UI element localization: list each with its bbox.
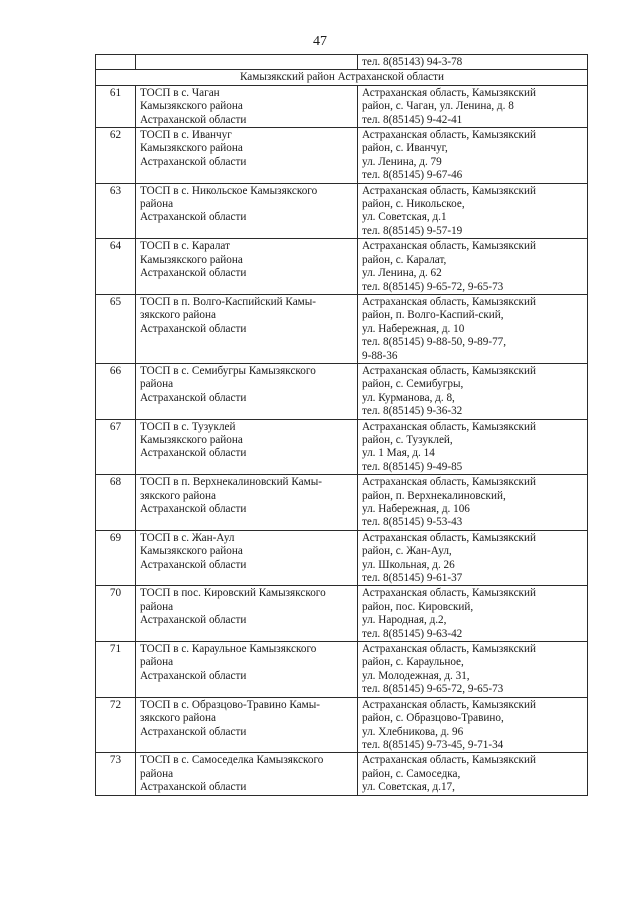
address-line: район, с. Караульное, [362, 656, 464, 669]
address-line: Астраханская область, Камызякский [362, 587, 536, 600]
office-name-line: Астраханской области [140, 669, 247, 682]
office-name-line: ТОСП в с. Жан-Аул [140, 531, 235, 544]
address-line: Астраханская область, Камызякский [362, 184, 536, 197]
office-name-line: Астраханской области [140, 614, 247, 627]
table-row [96, 85, 588, 127]
row-number: 71 [96, 642, 136, 698]
address-line: ул. Набережная, д. 106 [362, 503, 470, 515]
offices-table-body [96, 55, 588, 796]
office-name-cell [136, 697, 358, 753]
office-name-line: Камызякского района [140, 433, 243, 446]
office-name-line: района [140, 600, 174, 613]
address-line: район, с. Иванчуг, [362, 142, 448, 155]
office-name-line: зякского района [140, 309, 216, 322]
row-number: 72 [96, 697, 136, 753]
office-name-cell [136, 183, 358, 239]
address-line: тел. 8(85145) 9-63-42 [362, 627, 463, 640]
row-number: 64 [96, 239, 136, 295]
address-cell [358, 55, 588, 70]
table-row [96, 697, 588, 753]
address-line: тел. 8(85145) 9-73-45, 9-71-34 [362, 738, 504, 751]
office-name-line: Астраханской области [140, 267, 247, 280]
row-number: 63 [96, 183, 136, 239]
office-name-line: ТОСП в п. Верхнекалиновский Камы- [140, 476, 322, 489]
office-name-line: района [140, 767, 174, 780]
office-name-cell [136, 419, 358, 475]
office-name-line: зякского района [140, 489, 216, 502]
address-line: ул. Школьная, д. 26 [362, 558, 455, 571]
address-cell [358, 753, 588, 795]
table-row [96, 294, 588, 363]
office-name-line: Камызякского района [140, 142, 243, 155]
office-name-cell [136, 55, 358, 70]
address-cell [358, 697, 588, 753]
address-line: тел. 8(85145) 9-42-41 [362, 113, 463, 126]
office-name-line: ТОСП в с. Семибугры Камызякского [140, 364, 316, 377]
address-line: тел. 8(85145) 9-67-46 [362, 169, 463, 182]
office-name-line: ТОСП в с. Никольское Камызякского [140, 184, 318, 197]
continuation-row [96, 55, 588, 70]
address-line: тел. 8(85145) 9-57-19 [362, 224, 463, 237]
table-row [96, 419, 588, 475]
address-line: тел. 8(85145) 9-36-32 [362, 405, 463, 418]
office-name-line: Камызякского района [140, 545, 243, 558]
office-name-line: ТОСП в с. Тузуклей [140, 420, 236, 433]
offices-table [95, 54, 588, 796]
address-line: район, п. Верхнекалиновский, [362, 489, 506, 502]
address-line: район, п. Волго-Каспий-ский, [362, 309, 504, 322]
address-line: район, с. Никольское, [362, 198, 465, 211]
office-name-cell [136, 294, 358, 363]
office-name-line: ТОСП в с. Чаган [140, 86, 220, 99]
office-name-cell [136, 363, 358, 419]
row-number: 65 [96, 294, 136, 363]
address-line: район, с. Чаган, ул. Ленина, д. 8 [362, 100, 514, 113]
address-line: ул. Ленина, д. 62 [362, 267, 442, 280]
address-line: Астраханская область, Камызякский [362, 698, 536, 711]
office-name-line: Астраханской области [140, 447, 247, 460]
office-name-cell [136, 586, 358, 642]
address-cell [358, 183, 588, 239]
address-line: Астраханская область, Камызякский [362, 364, 536, 377]
address-line: ул. Молодежная, д. 31, [362, 669, 470, 682]
row-number: 67 [96, 419, 136, 475]
address-line: ул. Народная, д.2, [362, 614, 447, 627]
address-line: район, с. Самоседка, [362, 767, 461, 780]
office-name-line: Камызякского района [140, 100, 243, 113]
address-cell [358, 586, 588, 642]
address-line: 9-88-36 [362, 349, 398, 362]
office-name-cell [136, 85, 358, 127]
address-line: тел. 8(85145) 9-88-50, 9-89-77, [362, 336, 507, 349]
address-cell [358, 642, 588, 698]
table-row [96, 642, 588, 698]
office-name-line: Астраханской области [140, 391, 247, 404]
address-line: Астраханская область, Камызякский [362, 129, 536, 142]
office-name-line: района [140, 198, 174, 211]
address-line: Астраханская область, Камызякский [362, 531, 536, 544]
office-name-line: Астраханской области [140, 781, 247, 794]
table-row [96, 753, 588, 795]
address-line: Астраханская область, Камызякский [362, 754, 536, 767]
row-number: 69 [96, 530, 136, 586]
address-line: ул. Советская, д.17, [362, 781, 455, 794]
row-number: 66 [96, 363, 136, 419]
office-name-line: ТОСП в с. Иванчуг [140, 129, 232, 142]
address-cell [358, 239, 588, 295]
office-name-line: ТОСП в с. Образцово-Травино Камы- [140, 698, 320, 711]
office-name-line: ТОСП в с. Самоседелка Камызякского [140, 754, 324, 767]
office-name-line: Астраханской области [140, 558, 247, 571]
address-line: район, с. Образцово-Травино, [362, 712, 504, 725]
office-name-cell [136, 530, 358, 586]
address-cell [358, 530, 588, 586]
row-number-cell [96, 55, 136, 70]
address-line: район, пос. Кировский, [362, 600, 474, 613]
office-name-cell [136, 128, 358, 184]
office-name-line: района [140, 378, 174, 391]
address-line: тел. 8(85145) 9-61-37 [362, 572, 463, 585]
office-name-line: ТОСП в с. Каралат [140, 240, 230, 253]
address-cell [358, 475, 588, 531]
office-name-cell [136, 475, 358, 531]
address-line: район, с. Каралат, [362, 253, 447, 266]
address-cell [358, 294, 588, 363]
address-line: Астраханская область, Камызякский [362, 643, 536, 656]
address-cell [358, 363, 588, 419]
table-row [96, 530, 588, 586]
section-title: Камызякский район Астраханской области [96, 70, 588, 85]
row-number: 73 [96, 753, 136, 795]
table-row [96, 475, 588, 531]
office-name-line: ТОСП в п. Волго-Каспийский Камы- [140, 295, 317, 308]
address-line: тел. 8(85145) 9-53-43 [362, 516, 463, 529]
address-line: ул. 1 Мая, д. 14 [362, 447, 435, 460]
address-line: район, с. Семибугры, [362, 378, 464, 391]
address-line: ул. Советская, д.1 [362, 211, 447, 224]
row-number: 61 [96, 85, 136, 127]
address-line: район, с. Жан-Аул, [362, 545, 452, 558]
address-line: тел. 8(85145) 9-65-72, 9-65-73 [362, 280, 504, 293]
address-line: ул. Ленина, д. 79 [362, 155, 442, 168]
table-row [96, 586, 588, 642]
office-name-cell [136, 753, 358, 795]
office-name-line: Астраханской области [140, 322, 247, 335]
address-line: ул. Набережная, д. 10 [362, 322, 465, 335]
page-number: 47 [313, 34, 327, 49]
address-cell [358, 419, 588, 475]
row-number: 62 [96, 128, 136, 184]
address-line: район, с. Тузуклей, [362, 433, 453, 446]
address-line: Астраханская область, Камызякский [362, 86, 536, 99]
office-name-line: ТОСП в пос. Кировский Камызякского [140, 587, 326, 600]
section-header-row [96, 70, 588, 85]
office-name-line: Астраханской области [140, 725, 247, 738]
table-row [96, 183, 588, 239]
address-line: тел. 8(85145) 9-49-85 [362, 460, 463, 473]
address-cell [358, 128, 588, 184]
address-line: Астраханская область, Камызякский [362, 240, 536, 253]
address-line: тел. 8(85143) 94-3-78 [362, 56, 463, 68]
address-line: ул. Курманова, д. 8, [362, 391, 455, 404]
office-name-line: Камызякского района [140, 253, 243, 266]
address-cell [358, 85, 588, 127]
address-line: Астраханская область, Камызякский [362, 476, 536, 489]
table-row [96, 363, 588, 419]
office-name-line: Астраханской области [140, 113, 247, 126]
table-row [96, 128, 588, 184]
table-row [96, 239, 588, 295]
address-line: ул. Хлебникова, д. 96 [362, 725, 464, 738]
address-line: тел. 8(85145) 9-65-72, 9-65-73 [362, 683, 504, 696]
office-name-line: Астраханской области [140, 503, 247, 515]
address-line: Астраханская область, Камызякский [362, 295, 536, 308]
office-name-line: Астраханской области [140, 211, 247, 224]
office-name-line: Астраханской области [140, 155, 247, 168]
row-number: 68 [96, 475, 136, 531]
office-name-line: ТОСП в с. Караульное Камызякского [140, 643, 317, 656]
office-name-cell [136, 642, 358, 698]
row-number: 70 [96, 586, 136, 642]
office-name-line: района [140, 656, 174, 669]
office-name-cell [136, 239, 358, 295]
address-line: Астраханская область, Камызякский [362, 420, 536, 433]
office-name-line: зякского района [140, 712, 216, 725]
